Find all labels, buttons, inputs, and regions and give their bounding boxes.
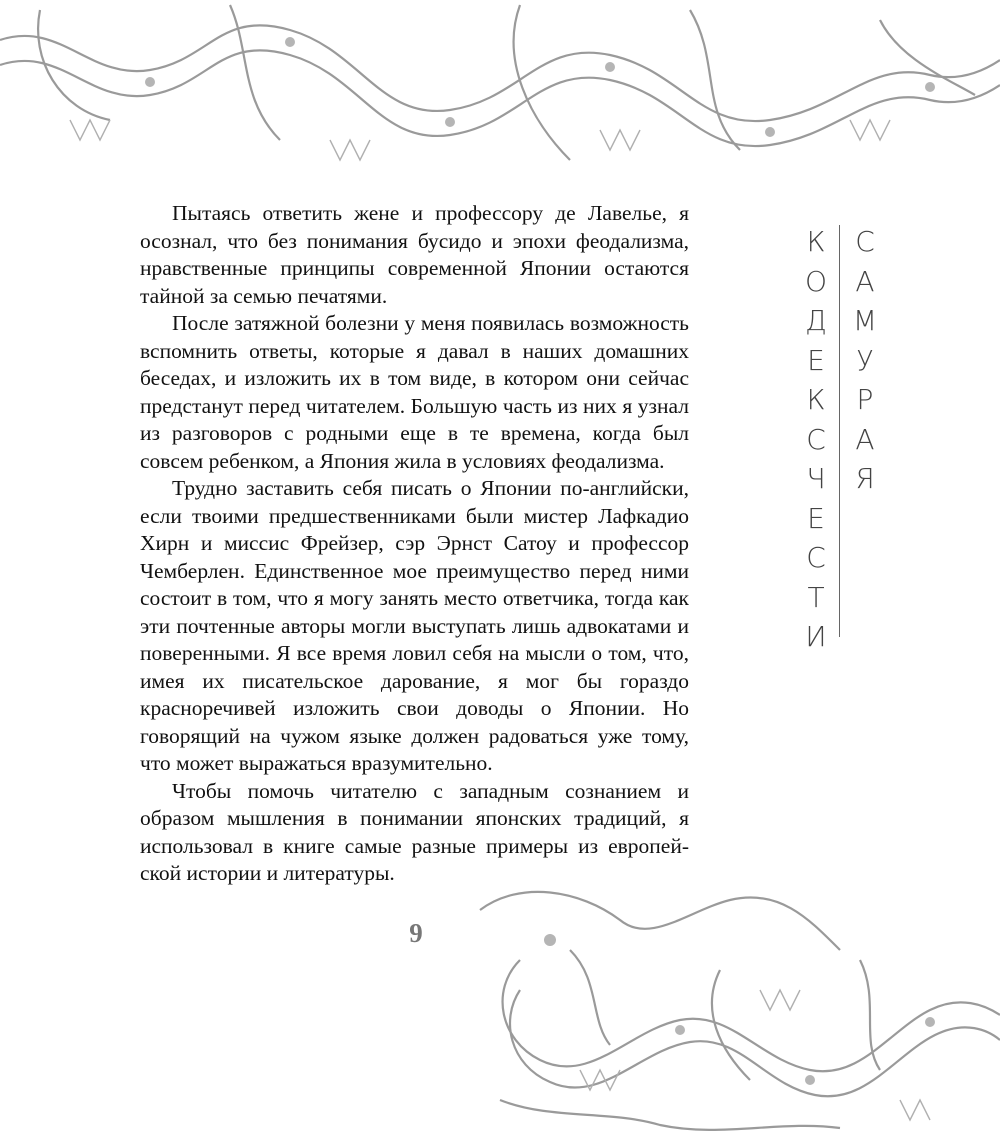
title-letter: С (806, 422, 826, 456)
title-letter: А (855, 422, 875, 456)
title-letter: К (806, 383, 826, 416)
running-title-right (847, 222, 883, 499)
title-letter: А (855, 264, 875, 298)
title-letter: Ч (806, 462, 826, 495)
page-number: 9 (409, 918, 423, 948)
paragraph: Чтобы помочь читателю с западным сознанием и образом мышления в понимании японских традиций, я использовал в книге самые разные примеры из европейской истории и литературы. (140, 778, 689, 885)
body-text (140, 200, 689, 888)
title-letter: И (805, 620, 827, 653)
paragraph: После затяжной болезни у меня появилась возможность вспомнить ответы, которые я давал в наших домашних беседах, и изложить их в том виде, в котором они сейчас предстанут перед читателем. Большую часть из них я узнал из разговоров с родными еще в те времена, когда был совсем ребенком, а Япония жила в условиях феодализма. (140, 311, 689, 473)
title-letter: Я (855, 462, 875, 495)
paragraph: Трудно заставить себя писать о Японии по-английски, если твоими предшественниками были мистер Лафкадио Хирн и миссис Фрейзер, сэр Эрнст Сатоу и профессор Чемберлен. Единственное мое преимущество перед ними состоит в том, что я могу занять место ответчика, тогда как эти почтенные авторы могли выступать лишь адвокатами и поверенными. Я все время ловил себя на мысли о том, что, имея их писательское дарование, я мог бы гораздо красноречивей изложить свои доводы о Японии. Но говорящий на чужом языке должен радоваться уже тому, что может выражаться вразумительно. (140, 476, 689, 775)
title-letter: М (852, 304, 878, 337)
dragon-ornament-top (0, 0, 1000, 175)
title-letter: Д (805, 304, 827, 337)
running-title-left (798, 222, 834, 657)
title-letter: Е (807, 501, 825, 535)
title-letter: Е (807, 343, 825, 377)
dragon-ornament-bottom (460, 870, 1000, 1138)
title-letter: С (806, 541, 826, 574)
title-letter: О (804, 264, 828, 298)
title-divider (839, 225, 840, 637)
title-letter: С (855, 225, 875, 258)
title-letter: Р (856, 383, 874, 416)
title-letter: У (856, 343, 874, 377)
paragraph: Пытаясь ответить жене и профессору де Лавелье, я осознал, что без понимания бусидо и эпохи феодализма, нравственные принципы современной Японии остаются тайной за семью печатями. (140, 201, 689, 308)
title-letter: К (806, 225, 826, 258)
title-letter: Т (807, 580, 825, 614)
